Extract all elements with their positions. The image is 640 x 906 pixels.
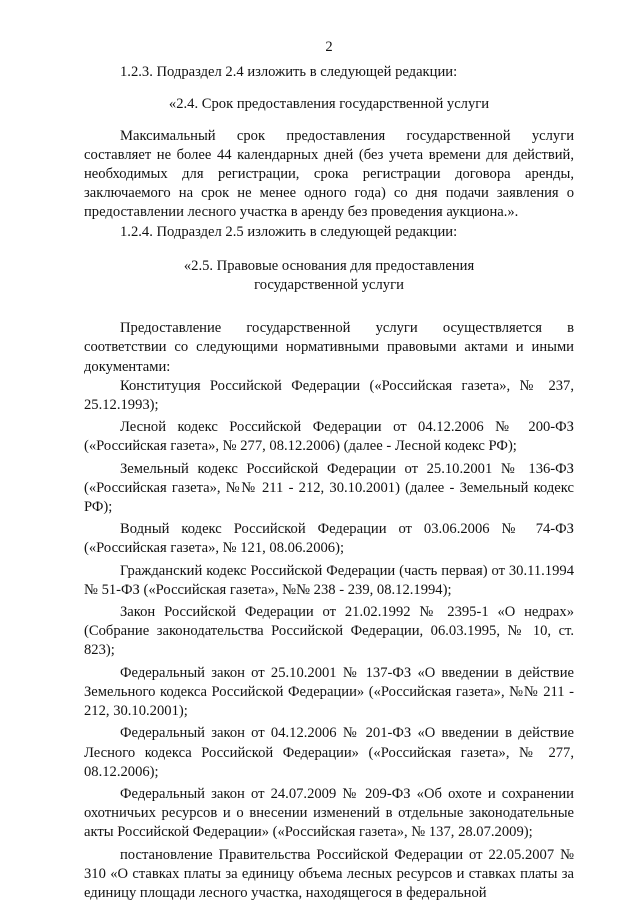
legal-act-item: Федеральный закон от 04.12.2006 № 201-ФЗ «О введении в действие Лесного кодекса Российской Федерации» («Российская газета», № 277, 08.12.2006); <box>84 725 574 780</box>
legal-act-item: Закон Российской Федерации от 21.02.1992 № 2395-1 «О недрах» (Собрание законодательства Российской Федерации, 06.03.1995, № 10, ст. 823); <box>84 604 574 659</box>
legal-act-item: Земельный кодекс Российской Федерации от 25.10.2001 № 136-ФЗ («Российская газета», №№ 211 - 212, 30.10.2001) (далее - Земельный кодекс РФ); <box>84 460 574 516</box>
legal-act-item: постановление Правительства Российской Федерации от 22.05.2007 № 310 «О ставках платы за единицу объема лесных ресурсов и ставках платы за единицу площади лесного участка, находящегося в федеральной <box>84 846 574 901</box>
amendment-item-1-2-4: 1.2.4. Подраздел 2.5 изложить в следующей редакции: <box>120 223 458 240</box>
section-2-4-heading: «2.4. Срок предоставления государственной услуги <box>168 96 490 113</box>
legal-act-item: Федеральный закон от 24.07.2009 № 209-ФЗ «Об охоте и сохранении охотничьих ресурсов и о внесении изменений в отдельные законодательные акты Российской Федерации» («Российская газета», № 137, 28.07.2009); <box>84 785 574 841</box>
page-number: 2 <box>325 39 333 55</box>
section-2-4-text: Максимальный срок предоставления государственной услуги составляет не более 44 календарных дней (без учета времени для действий, необходимых для регистрации, срока регистрации договора аренды, заключаемого на срок не менее одного года) со дня подачи заявления о предоставлении лесного участка в аренду без проведения аукциона.». <box>84 127 574 221</box>
document-page <box>84 38 574 906</box>
legal-act-item: Водный кодекс Российской Федерации от 03.06.2006 № 74-ФЗ («Российская газета», № 121, 08.06.2006); <box>84 521 574 557</box>
section-2-5-heading <box>84 257 574 295</box>
section-2-5-intro: Предоставление государственной услуги осуществляется в соответствии со следующими нормативными правовыми актами и иными документами: <box>84 320 574 375</box>
legal-act-item: Конституция Российской Федерации («Российская газета», № 237, 25.12.1993); <box>84 377 574 414</box>
section-2-5-heading-line-1: «2.5. Правовые основания для предоставления <box>183 257 475 274</box>
section-2-5-heading-line-2: государственной услуги <box>254 277 404 294</box>
legal-act-item: Лесной кодекс Российской Федерации от 04.12.2006 № 200-ФЗ («Российская газета», № 277, 08.12.2006) (далее - Лесной кодекс РФ); <box>84 419 574 455</box>
legal-act-item: Федеральный закон от 25.10.2001 № 137-ФЗ «О введении в действие Земельного кодекса Российской Федерации» («Российская газета», №№ 211 - 212, 30.10.2001); <box>84 664 574 720</box>
legal-act-item: Гражданский кодекс Российской Федерации (часть первая) от 30.11.1994 № 51-ФЗ («Российская газета», №№ 238 - 239, 08.12.1994); <box>84 562 574 598</box>
amendment-item-1-2-3: 1.2.3. Подраздел 2.4 изложить в следующей редакции: <box>120 64 458 81</box>
legal-acts-list <box>84 377 574 903</box>
